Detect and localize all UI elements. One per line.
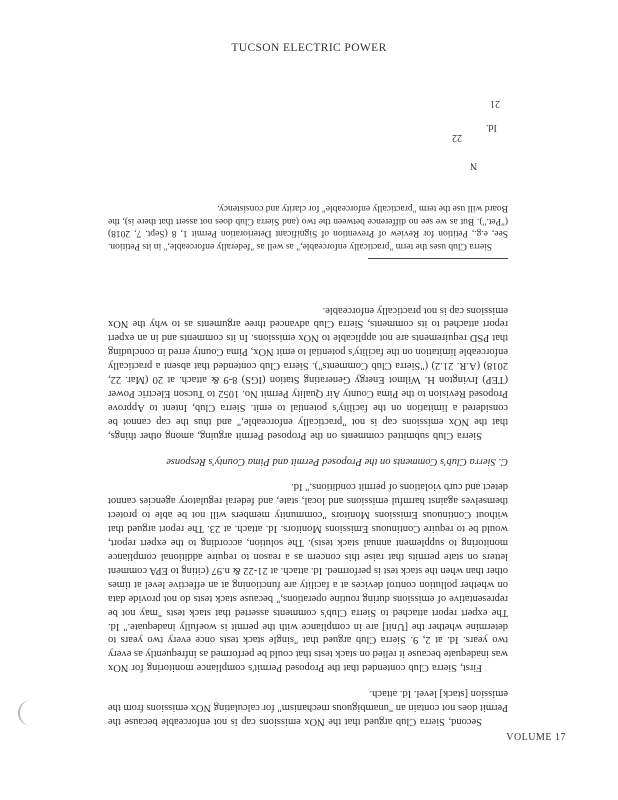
scan-edge-mark [18,700,34,726]
margin-note-c: 21 [490,98,500,109]
margin-note-a: N [470,160,478,171]
section-heading: C. Sierra Club's Comments on the Proposed Permit and Pima County's Response [166,455,508,467]
running-footer: VOLUME 17 [506,732,566,743]
running-header: TUCSON ELECTRIC POWER [231,42,387,54]
paragraph-first-argument: First, Sierra Club contended that the Proposed Permit's compliance monitoring for NOx was inadequate because it relied on stack tests that could be performed as infrequently as every two years. Id. at 2, 9. Sierra Club argued that "single stack tests once every two years to determine whether the [Unit] are in compliance with the permit is woefully inadequate." Id. The expert report attached to Sierra Club's comments asserted that stack tests "may not be representative of emissions during routine operations," because stack tests do not provide data on whether pollution control devices at a facility are functioning at an effective level at times other than when the stack test is performed. Id. attach. at 21-22 & n.97 (citing to EPA comment letters on state permits that raise this concern as a reason to require additional compliance monitoring to supplement annual stack tests). The solution, according to the expert report, would be to require Continuous Emissions Monitors. Id. attach. at 23. The report argued that without Continuous Emissions Monitors "community members will not be able to protect themselves against harmful emissions and local, state, and federal regulatory agencies cannot detect and curb violations of permit conditions." Id. [108,481,508,674]
inverted-body-text [108,86,508,728]
margin-note-d: 22 [452,132,462,143]
footnote-separator [368,258,508,259]
paragraph-intro: Sierra Club submitted comments on the Proposed Permit arguing, among other things, that the NOx emissions cap is not "practically enforceable," and thus the cap cannot be considered a limitation on the facility's potential to emit. Sierra Club, Intent to Approve Proposed Revision to the Pima County Air Quality Permit No. 1052 to Tucson Electric Power (TEP) Irvington H. Wilmot Energy Generating Station (IGS) 8-9 & attach. at 20 (Mar. 22, 2018) (A.R. 21.2) ("Sierra Club Comments"). Sierra Club contended that absent a practically enforceable limitation on the facility's potential to emit NOx, Pima County erred in concluding that PSD requirements are not applicable to NOx emissions. In its comments and in an expert report attached to its comments, Sierra Club advanced three arguments as to why the NOx emissions cap is not practically enforceable. [108,304,508,441]
paragraph-second-argument: Second, Sierra Club argued that the NOx emissions cap is not enforceable because the Permit does not contain an "unambiguous mechanism" for calculating NOx emissions from the emission [stack] level. Id. attach. [108,688,508,727]
footnote: Sierra Club uses the term "practically enforceable," as well as "federally enforceable," in its Petition. See, e.g., Petition for Review of Prevention of Significant Deterioration Permit 1, 8 (Sept. 7, 2018) ("Pet."). But as we see no difference between the two (and Sierra Club does not assert that there is), the Board will use the term "practically enforceable" for clarity and consistency. [108,203,508,251]
margin-note-b: Id. [486,122,497,133]
